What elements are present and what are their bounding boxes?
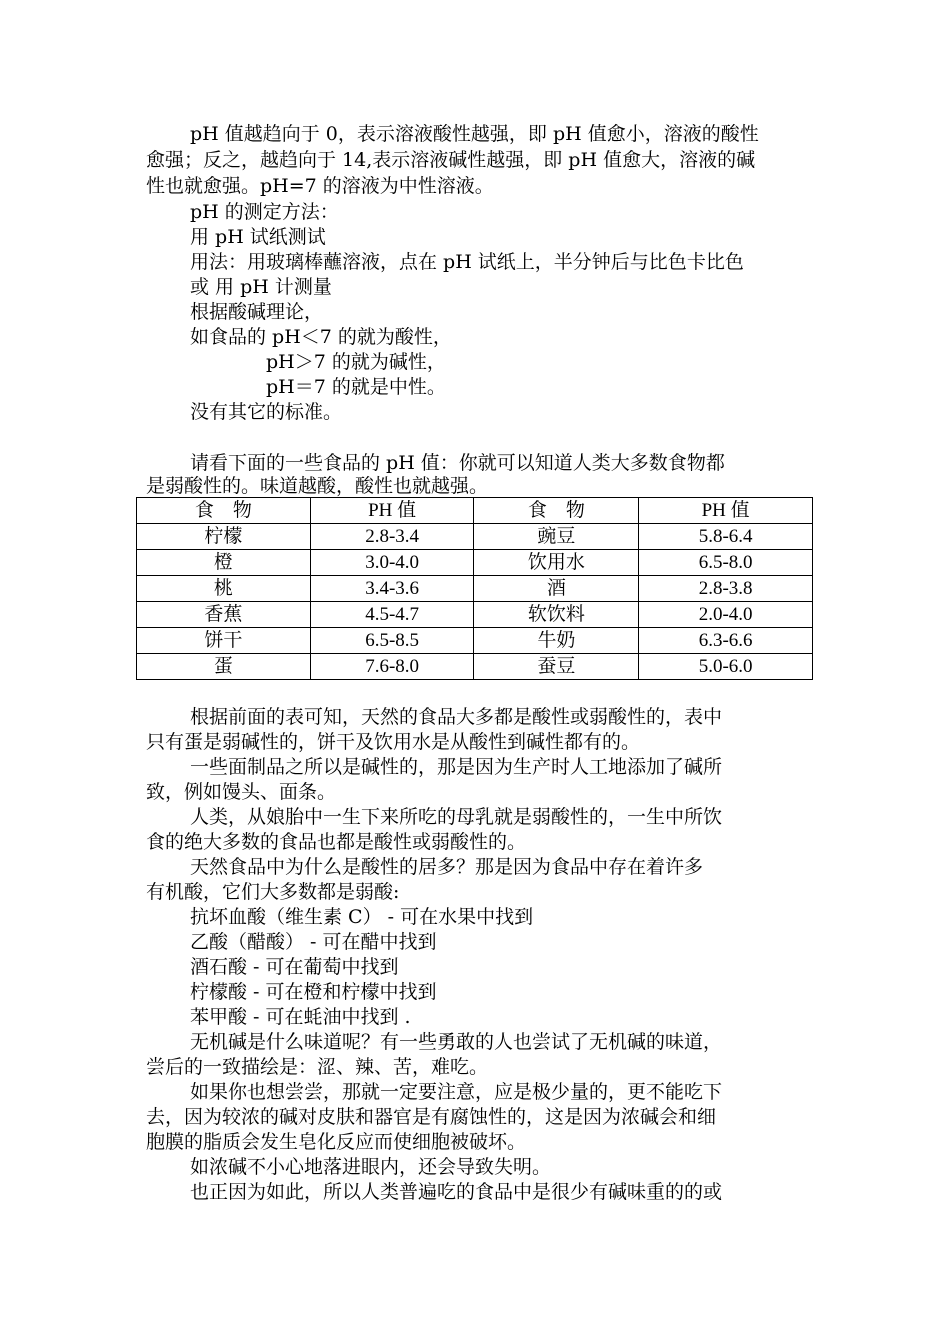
text-line: 或 用 pH 计测量 (190, 276, 332, 298)
table-cell: 5.8-6.4 (639, 524, 813, 550)
table-cell: 香蕉 (137, 602, 311, 628)
table-row (137, 654, 813, 680)
table-cell: 酒 (474, 576, 639, 602)
table-cell: 2.8-3.4 (310, 524, 474, 550)
table-row (137, 602, 813, 628)
table-cell: 3.4-3.6 (310, 576, 474, 602)
table-cell: 蛋 (137, 654, 311, 680)
table-cell: 2.8-3.8 (639, 576, 813, 602)
text-line: pH＝7 的就是中性。 (266, 376, 446, 398)
table-cell: 饼干 (137, 628, 311, 654)
text-line: 一些面制品之所以是碱性的，那是因为生产时人工地添加了碱所 (190, 756, 723, 778)
text-line: 根据前面的表可知，天然的食品大多都是酸性或弱酸性的，表中 (190, 706, 723, 728)
text-line: 根据酸碱理论， (190, 301, 324, 323)
header-ph: PH 值 (310, 498, 474, 524)
table-cell: 蚕豆 (474, 654, 639, 680)
food-ph-table (136, 497, 813, 680)
text-line: 酒石酸 - 可在葡萄中找到 (190, 956, 399, 978)
table-row (137, 628, 813, 654)
table-cell: 软饮料 (474, 602, 639, 628)
table-cell: 5.0-6.0 (639, 654, 813, 680)
text-line: 有机酸，它们大多数都是弱酸: (146, 881, 400, 903)
table-cell: 饮用水 (474, 550, 639, 576)
table-cell: 桃 (137, 576, 311, 602)
text-line: 乙酸（醋酸） - 可在醋中找到 (190, 931, 437, 953)
text-line: 性也就愈强。pH=7 的溶液为中性溶液。 (146, 175, 494, 197)
table-row (137, 524, 813, 550)
text-line: 去，因为较浓的碱对皮肤和器官是有腐蚀性的，这是因为浓碱会和细 (146, 1106, 717, 1128)
text-line: 胞膜的脂质会发生皂化反应而使细胞被破坏。 (146, 1131, 527, 1153)
text-line: 没有其它的标准。 (190, 401, 343, 423)
text-line: 用 pH 试纸测试 (190, 226, 326, 248)
text-line: 尝后的一致描绘是：涩、辣、苦，难吃。 (146, 1056, 489, 1078)
text-line: 致，例如馒头、面条。 (146, 781, 337, 803)
table-cell: 6.5-8.5 (310, 628, 474, 654)
table-cell: 7.6-8.0 (310, 654, 474, 680)
table-row (137, 550, 813, 576)
text-line: 用法：用玻璃棒蘸溶液，点在 pH 试纸上，半分钟后与比色卡比色 (190, 251, 744, 273)
text-line: 无机碱是什么味道呢？有一些勇敢的人也尝试了无机碱的味道， (190, 1031, 723, 1053)
header-food: 食 物 (137, 498, 311, 524)
text-line: 请看下面的一些食品的 pH 值：你就可以知道人类大多数食物都 (190, 452, 725, 474)
text-line: 也正因为如此，所以人类普遍吃的食品中是很少有碱味重的的或 (190, 1181, 723, 1203)
table-row (137, 576, 813, 602)
table-cell: 2.0-4.0 (639, 602, 813, 628)
text-line: 是弱酸性的。味道越酸，酸性也就越强。 (146, 475, 489, 497)
text-line: pH 值越趋向于 0，表示溶液酸性越强，即 pH 值愈小，溶液的酸性 (190, 123, 759, 145)
table-cell: 3.0-4.0 (310, 550, 474, 576)
header-food: 食 物 (474, 498, 639, 524)
text-line: 如浓碱不小心地落进眼内，还会导致失明。 (190, 1156, 552, 1178)
table-cell: 柠檬 (137, 524, 311, 550)
text-line: pH 的测定方法： (190, 201, 339, 223)
text-line: 愈强；反之，越趋向于 14,表示溶液碱性越强，即 pH 值愈大，溶液的碱 (146, 149, 756, 171)
table-cell: 橙 (137, 550, 311, 576)
table-cell: 6.3-6.6 (639, 628, 813, 654)
table-cell: 牛奶 (474, 628, 639, 654)
table-cell: 豌豆 (474, 524, 639, 550)
text-line: 如食品的 pH＜7 的就为酸性， (190, 326, 452, 348)
text-line: 人类，从娘胎中一生下来所吃的母乳就是弱酸性的，一生中所饮 (190, 806, 723, 828)
table-cell: 6.5-8.0 (639, 550, 813, 576)
text-line: 柠檬酸 - 可在橙和柠檬中找到 (190, 981, 437, 1003)
text-line: pH＞7 的就为碱性， (266, 351, 446, 373)
table-cell: 4.5-4.7 (310, 602, 474, 628)
text-line: 抗坏血酸（维生素 C） - 可在水果中找到 (190, 906, 534, 928)
text-line: 如果你也想尝尝，那就一定要注意，应是极少量的，更不能吃下 (190, 1081, 723, 1103)
text-line: 天然食品中为什么是酸性的居多？那是因为食品中存在着许多 (190, 856, 704, 878)
text-line: 只有蛋是弱碱性的，饼干及饮用水是从酸性到碱性都有的。 (146, 731, 641, 753)
text-line: 食的绝大多数的食品也都是酸性或弱酸性的。 (146, 831, 527, 853)
text-line: 苯甲酸 - 可在蚝油中找到 . (190, 1006, 411, 1028)
table-header-row (137, 498, 813, 524)
header-ph: PH 值 (639, 498, 813, 524)
